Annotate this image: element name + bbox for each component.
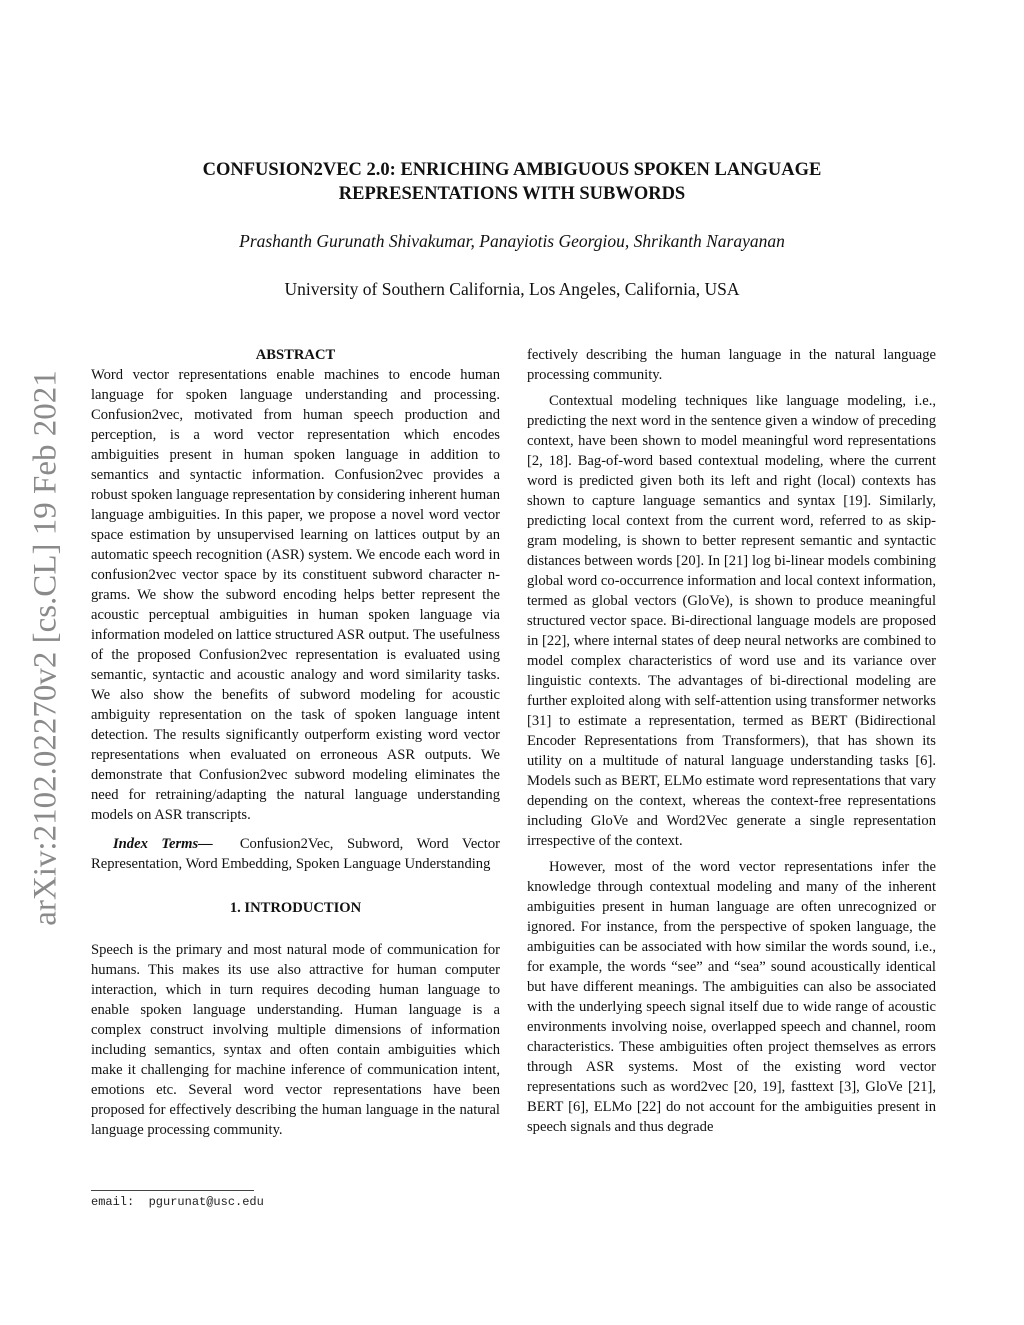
paper-title: CONFUSION2VEC 2.0: ENRICHING AMBIGUOUS SPOKEN LANGUAGE REPRESENTATIONS WITH SUBWORDS bbox=[202, 160, 822, 204]
introduction-heading: 1. INTRODUCTION bbox=[229, 900, 362, 916]
arxiv-identifier: arXiv:2102.02270v2 [cs.CL] 19 Feb 2021 bbox=[27, 370, 64, 926]
footnote-email: email: pgurunat@usc.edu bbox=[91, 1195, 264, 1209]
left-column bbox=[91, 345, 500, 1138]
intro-paragraph-2: Contextual modeling techniques like language modeling, i.e., predicting the next word in the sentence given a window of preceding context, have been shown to model meaningful word representations [2, 18]. Bag-of-word based contextual modeling, where the current word is predicted given both its left and right (local) contexts has shown to capture language semantics and syntax [19]. Similarly, predicting local context from the current word, referred to as skip-gram modeling, is shown to better represent semantic and syntactic distances between words [20]. In [21] log bi-linear models combining global word co-occurrence information and local context information, termed as global vectors (GloVe), is shown to produce meaningful structured vector space. Bi-directional language models are proposed in [22], where internal states of deep neural networks are combined to model complex characteristics of word use and its variance over linguistic contexts. The advantages of bi-directional modeling are further exploited along with self-attention using transformer networks [31] to estimate a representation, termed as BERT (Bidirectional Encoder Representations from Transformers), that has shown its utility on a multitude of natural language understanding tasks [6]. Models such as BERT, ELMo estimate word representations that vary depending on the context, whereas the context-free representations including GloVe and Word2Vec generate a single representation irrespective of the context. bbox=[527, 393, 936, 849]
abstract-text: Word vector representations enable machines to encode human language for spoken language understanding and processing. Confusion2vec, motivated from human speech production and perception, is a word vector representation which encodes ambiguities present in human spoken language in addition to semantics and syntactic information. Confusion2vec provides a robust spoken language representation by considering inherent human language ambiguities. In this paper, we propose a novel word vector space estimation by unsupervised learning on lattices output by an automatic speech recognition (ASR) system. We encode each word in confusion2vec vector space by its constituent subword character n-grams. We show the subword encoding helps better represent the acoustic perceptual ambiguities in human spoken language via information modeled on lattice structured ASR output. The usefulness of the proposed Confusion2vec representation is evaluated using semantic, syntactic and acoustic analogy and word similarity tasks. We also show the benefits of subword modeling for acoustic ambiguity representation on the task of spoken language intent detection. The results significantly outperform existing word vector representations when evaluated on erroneous ASR outputs. We demonstrate that Confusion2vec subword modeling eliminates the need for retraining/adapting the natural language understanding models on ASR transcripts. bbox=[91, 367, 500, 823]
index-terms-text: Confusion2Vec, Subword, Word Vector Representation, Word Embedding, Spoken Language Understanding bbox=[91, 836, 500, 872]
footnote-divider bbox=[91, 1190, 254, 1191]
author-list: Prashanth Gurunath Shivakumar, Panayiotis Georgiou, Shrikanth Narayanan bbox=[239, 231, 785, 251]
abstract-heading: ABSTRACT bbox=[255, 347, 336, 363]
intro-paragraph-1-continued: fectively describing the human language in the natural language processing community. bbox=[527, 347, 936, 383]
right-column bbox=[527, 345, 936, 1137]
intro-paragraph-1: Speech is the primary and most natural mode of communication for humans. This makes its use also attractive for human computer interaction, which in turn requires decoding human language to enable spoken language understanding. Human language is a complex construct involving multiple dimensions of information including semantics, syntax and often contain ambiguities which make it challenging for machine inference of communication intent, emotions etc. Several word vector representations have been proposed for effectively describing the human language in the natural language processing community. bbox=[91, 942, 500, 1138]
intro-paragraph-3: However, most of the word vector representations infer the knowledge through contextual modeling and many of the inherent ambiguities present in human language are often unrecognized or ignored. For instance, from the perspective of spoken language, the ambiguities can be associated with how similar the words sound, i.e., for example, the words “see” and “sea” sound acoustically identical but have different meanings. The ambiguities can also be associated with the underlying speech signal itself due to wide range of acoustic environments involving noise, overlapped speech and channel, room characteristics. These ambiguities often project themselves as errors through ASR systems. Most of the existing word vector representations such as word2vec [20, 19], fasttext [3], GloVe [21], BERT [6], ELMo [22] do not account for the ambiguities present in speech signals and thus degrade bbox=[527, 859, 936, 1135]
affiliation: University of Southern California, Los Angeles, California, USA bbox=[284, 279, 740, 299]
index-terms bbox=[91, 834, 500, 874]
index-terms-label: Index Terms— bbox=[113, 836, 213, 852]
